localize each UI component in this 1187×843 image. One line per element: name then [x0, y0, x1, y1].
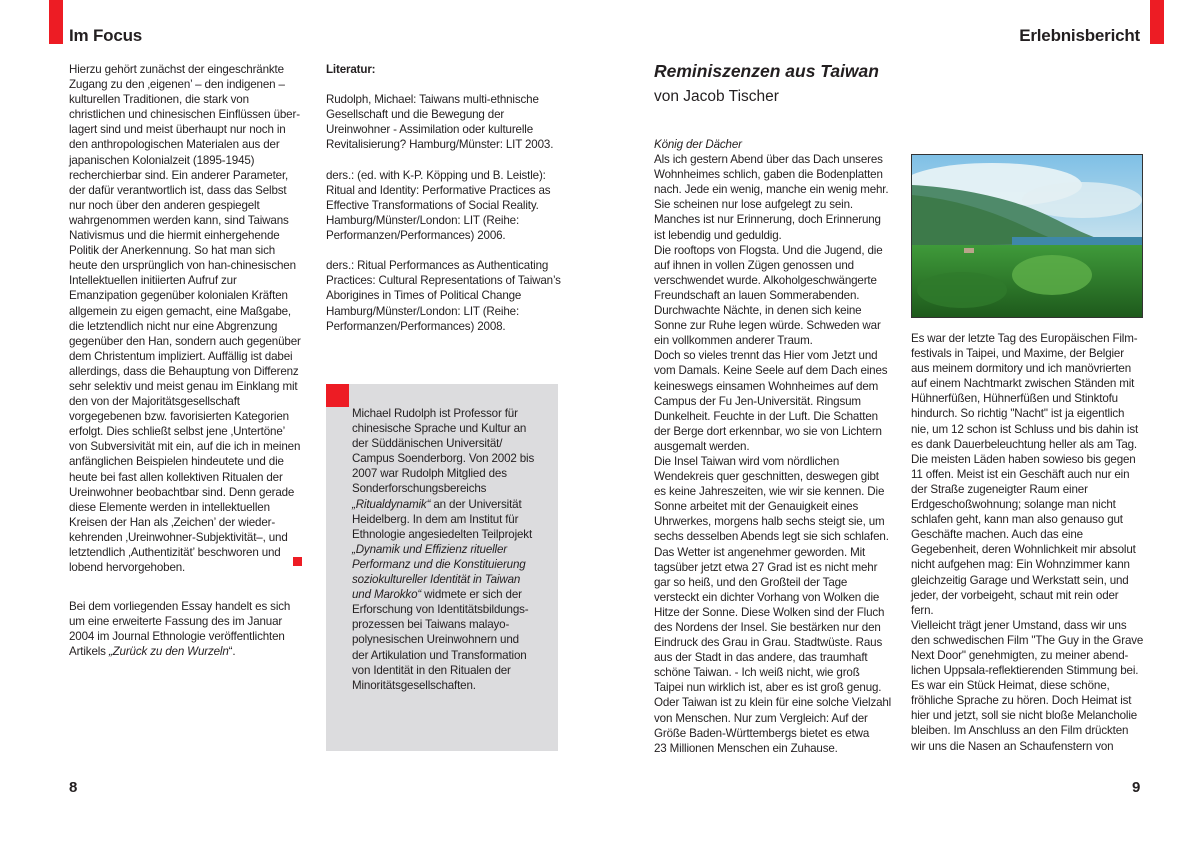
- bio-line: und Marokko“ widmete er sich der: [352, 588, 522, 602]
- literature-line: Hamburg/Münster/London: LIT (Reihe:: [326, 213, 520, 227]
- article-line: von Menschen. Nur zum Vergleich: Auf der: [654, 711, 868, 725]
- spacer: [326, 77, 566, 92]
- article-line: hier und jetzt, soll sie nicht bloße Melancholie: [911, 709, 1138, 723]
- essay-note: [69, 599, 309, 659]
- bio-line: Sonderforschungsbereichs: [352, 482, 487, 496]
- essay-line: kulturellen Traditionen, die stark von: [69, 93, 249, 107]
- article-line: Dunkelheit. Feuchte in der Luft. Die Schatten: [654, 409, 878, 423]
- article-line: den schwedischen Film "The Guy in the Grave: [911, 633, 1144, 647]
- article-line: Es war ein Stück Heimat, diese schöne,: [911, 679, 1110, 693]
- article-line: Freundschaft an lauen Sommerabenden.: [654, 288, 860, 302]
- photo-image: [912, 155, 1142, 317]
- essay-line: Zugang zu den ‚eigenen’ – den indigenen –: [69, 78, 285, 92]
- article-line: des Nordens der Insel. Sie bestärken nur den: [654, 621, 881, 634]
- literature-line: Ureinwohner - Assimilation oder kulturelle: [326, 123, 533, 137]
- article-line: Campus der Fu Jen-Universität. Ringsum: [654, 394, 861, 408]
- article-line: Taipei nun wirklich ist, aber es ist groß genug.: [654, 681, 882, 695]
- bio-line: der Süddänischen Universität/: [352, 437, 503, 451]
- article-line: versteckt ein dichter Vorhang von Wolken die: [654, 590, 880, 604]
- section-header: Erlebnisbericht: [1019, 26, 1140, 45]
- cited-article-title: „Zurück zu den Wurzeln: [108, 645, 229, 659]
- essay-line: diese Elemente werden in intellektuellen: [69, 500, 270, 514]
- note-line: um eine erweiterte Fassung des im Januar: [69, 615, 283, 629]
- article-line: schöne Taiwan. - Ich weiß nicht, wie groß: [654, 666, 860, 680]
- article-line: Vielleicht trägt jener Umstand, dass wir uns: [911, 618, 1127, 632]
- article-line: es keine Jahreszeiten, wie wir sie kennen. Die: [654, 485, 885, 499]
- literature-line: Performanzen/Performances) 2008.: [326, 319, 506, 333]
- literature-section: [326, 62, 566, 334]
- article-line: sechs desselben Abends legt sie sich schlafen.: [654, 530, 889, 544]
- essay-line: allgemein zu eigen gemacht, eine Maßgabe,: [69, 304, 292, 318]
- essay-line: Nativismus und die hiermit einhergehende: [69, 229, 280, 243]
- literature-line: ders.: (ed. with K-P. Köpping und B. Leistle):: [326, 168, 546, 182]
- article-column-2: [911, 331, 1151, 754]
- section-marker-bar: [1150, 0, 1164, 44]
- article-column-1: [654, 137, 894, 756]
- essay-line: gegenüber den Han, sondern auch gegenüber: [69, 334, 301, 348]
- essay-line: christlichen und chinesischen Einflüssen über-: [69, 108, 300, 122]
- article-line: Wohnheimes schlich, gaben die Bodenplatten: [654, 168, 883, 182]
- spacer: [326, 243, 566, 258]
- article-line: Eindruck des Grau in Grau. Stadtwüste. Raus: [654, 636, 883, 650]
- end-of-article-mark: [293, 557, 302, 566]
- literature-heading: Literatur:: [326, 63, 376, 76]
- article-line: Sonne arbeitet mit der Genauigkeit eines: [654, 500, 859, 514]
- article-line: Die rooftops von Flogsta. Und die Jugend, die: [654, 243, 883, 257]
- article-line: bleiben. Im Anschluss an den Film drückten: [911, 724, 1129, 738]
- article-line: gar so heiß, und den Großteil der Tage: [654, 575, 848, 589]
- bio-line: 2007 war Rudolph Mitglied des: [352, 467, 507, 481]
- bio-line: Campus Soenderborg. Von 2002 bis: [352, 452, 535, 466]
- article-subheading: König der Dächer: [654, 138, 742, 151]
- bio-line: von Identität in den Ritualen der: [352, 663, 511, 677]
- essay-line: die letztendlich nicht nur eine Abgrenzung: [69, 319, 278, 333]
- article-line: vom Damals. Keine Seele auf dem Dach eines: [654, 364, 888, 378]
- article-line: jeder, der vorbeigeht, schaut mit rein oder: [911, 588, 1119, 602]
- article-line: Gegebenheit, deren Wohnlichkeit mir absolut: [911, 543, 1136, 557]
- article-line: auf einem Nachtmarkt zwischen Ständen mit: [911, 377, 1135, 391]
- article-line: wir uns die Nasen an Schaufenstern von: [911, 739, 1114, 753]
- literature-line: Hamburg/Münster/London: LIT (Reihe:: [326, 304, 520, 318]
- essay-line: Kreisen der Han als ‚Zeichen’ der wieder-: [69, 515, 276, 529]
- article-line: Hitze der Sonne. Diese Wolken sind der Fluch: [654, 605, 885, 619]
- bio-line: „Dynamik und Effizienz ritueller: [352, 542, 507, 556]
- essay-line: anfänglichen Beispielen hindeutete und die: [69, 455, 284, 469]
- spacer: [326, 153, 566, 168]
- essay-line: vorgegebenen bzw. favorisierten Kategorien: [69, 410, 289, 424]
- literature-entry: [326, 168, 566, 243]
- essay-line: nur noch über den anderen gespiegelt: [69, 198, 260, 212]
- article-line: verschwendet wurde. Alkoholgeschwängerte: [654, 273, 877, 287]
- article-line: tagsüber jetzt etwa 27 Grad ist es nicht mehr: [654, 560, 878, 574]
- article-line: Sie scheinen nur lose aufgelegt zu sein.: [654, 198, 853, 212]
- article-line: fröhliche Sprache zu hören. Doch Heimat ist: [911, 694, 1132, 708]
- literature-line: ders.: Ritual Performances as Authenticating: [326, 259, 549, 273]
- left-page: [0, 0, 593, 843]
- article-title: Reminiszenzen aus Taiwan: [654, 61, 879, 81]
- note-line: 2004 im Journal Ethnologie veröffentlichten: [69, 630, 285, 644]
- essay-line: lobend hervorgehoben.: [69, 561, 186, 575]
- literature-line: Ritual and Identity: Performative Practices as: [326, 183, 551, 197]
- note-line: Artikels „Zurück zu den Wurzeln“.: [69, 645, 236, 659]
- article-line: Größe Baden-Württembergs bietet es etwa: [654, 726, 870, 740]
- note-line: Bei dem vorliegenden Essay handelt es sich: [69, 600, 291, 613]
- literature-line: Revitalisierung? Hamburg/Münster: LIT 2003.: [326, 138, 554, 152]
- article-line: Durchwachte Nächte, in denen sich keine: [654, 304, 862, 318]
- bio-line: chinesische Sprache und Kultur an: [352, 422, 527, 436]
- essay-line: heute bei fast allen kollektiven Ritualen der: [69, 470, 283, 484]
- essay-line: japanischen Kolonialzeit (1895-1945): [69, 153, 255, 167]
- article-byline: von Jacob Tischer: [654, 88, 779, 105]
- article-line: es dank Dauerbeleuchtung heller als am Tag.: [911, 437, 1138, 451]
- article-line: Wendekreis quer geschnitten, deswegen gibt: [654, 470, 879, 484]
- article-line: aus der Stadt in das andere, das traumhaft: [654, 651, 868, 665]
- page-number: 9: [1132, 779, 1141, 796]
- article-line: ist lebendig und geduldig.: [654, 228, 782, 242]
- bio-line: soziokultureller Identität in Taiwan: [352, 573, 521, 587]
- essay-line: Intellektuellen initiierten Aufruf zur: [69, 274, 237, 288]
- essay-line: letztendlich ‚Authentizität’ beschworen und: [69, 546, 281, 559]
- essay-body: [69, 62, 309, 575]
- section-marker-bar: [49, 0, 63, 44]
- essay-line: lagert sind und meist überhaupt nur noch in: [69, 123, 286, 137]
- article-line: nach. Jede ein wenig, manche ein wenig mehr.: [654, 183, 889, 197]
- article-line: Erdgeschoßwohnung; solange man nicht: [911, 498, 1116, 512]
- article-line: Manches ist nur Erinnerung, doch Erinnerung: [654, 213, 881, 227]
- article-line: Oder Taiwan ist zu klein für eine solche Vielzahl: [654, 696, 892, 710]
- landscape-photo: [911, 154, 1143, 318]
- essay-line: den anthropologischen Materialen aus der: [69, 138, 280, 152]
- essay-line: erfolgt. Dies schließt selbst jene ‚Untertöne’: [69, 425, 286, 439]
- bio-line: der Artikulation und Transformation: [352, 648, 527, 662]
- article-line: ein vollkommen anderer Traum.: [654, 334, 813, 348]
- article-line: der Berge dort erkennbar, wo sie von Lichtern: [654, 424, 882, 438]
- literature-entry: [326, 258, 566, 333]
- article-line: aus meinem dormitory und ich manövrierten: [911, 362, 1132, 376]
- article-line: nie, um 12 schon ist Schluss und bis dahin ist: [911, 422, 1139, 436]
- literature-line: Aborigines in Times of Political Change: [326, 289, 522, 303]
- essay-line: Politik der Anerkennung. So hat man sich: [69, 244, 276, 258]
- bio-line: Minoritätsgesellschaften.: [352, 678, 476, 692]
- article-line: fern.: [911, 603, 934, 617]
- article-line: festivals in Taipei, und Maxime, der Belgier: [911, 347, 1124, 361]
- essay-line: heute den ursprünglich von han-chinesischen: [69, 259, 296, 273]
- article-line: Als ich gestern Abend über das Dach unseres: [654, 153, 883, 167]
- article-line: ausgemalt werden.: [654, 439, 750, 453]
- article-line: Die Insel Taiwan wird vom nördlichen: [654, 454, 840, 468]
- article-line: Die meisten Läden haben sowieso bis gegen: [911, 452, 1136, 466]
- article-line: der Straße zugeneigter Raum einer: [911, 482, 1088, 496]
- bio-line: polynesischen Ureinwohnern und: [352, 633, 519, 647]
- essay-line: recherchierbar sind. Ein anderer Parameter,: [69, 168, 289, 182]
- article-line: Doch so vieles trennt das Hier vom Jetzt und: [654, 349, 878, 363]
- article-line: nicht aufgehen mag: Ein Wohnzimmer kann: [911, 558, 1130, 572]
- article-line: Hühnerfüßen, Hühnerfüßen und Stinktofu: [911, 392, 1118, 406]
- author-bio: [352, 406, 557, 693]
- bio-line: Heidelberg. In dem am Institut für: [352, 512, 519, 526]
- literature-line: Performanzen/Performances) 2006.: [326, 229, 506, 243]
- article-line: 11 offen. Meist ist ein Geschäft auch nur ein: [911, 467, 1130, 481]
- article-line: keineswegs einsamen Wohnheimes auf dem: [654, 379, 879, 393]
- literature-line: Rudolph, Michael: Taiwans multi-ethnische: [326, 93, 539, 107]
- article-line: Es war der letzte Tag des Europäischen Film-: [911, 332, 1138, 345]
- bio-line: Erforschung von Identitätsbildungs-: [352, 603, 529, 617]
- bio-box-marker: [326, 384, 349, 407]
- literature-entry: [326, 92, 566, 152]
- article-line: gleichzeitig Garage und Werkstatt sein, und: [911, 573, 1129, 587]
- essay-line: Ureinwohner beobachtbar sind. Denn gerade: [69, 485, 295, 499]
- literature-line: Practices: Cultural Representations of Taiwan’s: [326, 274, 561, 288]
- essay-line: wahrgenommen werden kann, sind Taiwans: [69, 213, 289, 227]
- bio-line: prozessen bei Taiwans malayo-: [352, 618, 510, 632]
- article-line: lichen Uppsala-reflektierenden Stimmung bei.: [911, 664, 1139, 678]
- article-line: 23 Millionen Menschen ein Zuhause.: [654, 741, 838, 755]
- essay-line: dem Christentum impliziert. Auffällig ist dabei: [69, 349, 293, 363]
- essay-line: allerdings, dass die Behauptung von Differenz: [69, 364, 299, 378]
- literature-line: Effective Transformations of Social Reality.: [326, 198, 539, 212]
- essay-line: Hierzu gehört zunächst der eingeschränkte: [69, 63, 284, 76]
- bio-line: Ethnologie angesiedelten Teilprojekt: [352, 527, 533, 541]
- essay-line: sehr selektiv und meist genau im Einklang mit: [69, 379, 298, 393]
- bio-line: „Ritualdynamik“ an der Universität: [352, 497, 522, 511]
- essay-line: der dafür verantwortlich ist, dass das Selbst: [69, 183, 287, 197]
- essay-line: den von der Majoritätsgesellschaft: [69, 395, 240, 409]
- article-line: Uhrwerkes, morgens halb sechs steigt sie, um: [654, 515, 885, 529]
- literature-line: Gesellschaft und die Bewegung der: [326, 108, 505, 122]
- article-line: hindurch. So richtig "Nacht" ist ja eigentlich: [911, 407, 1125, 421]
- article-line: Sonne zur Ruhe legen würde. Schweden war: [654, 319, 881, 333]
- section-header: Im Focus: [69, 26, 143, 45]
- page-number: 8: [69, 779, 78, 796]
- article-line: Das Wetter ist angenehmer geworden. Mit: [654, 545, 866, 559]
- essay-line: kehrenden ‚Ureinwohner-Subjektivität–, und: [69, 530, 288, 544]
- article-line: Geschäfte machen. Auch das eine: [911, 528, 1083, 542]
- article-line: auf ihnen in vollen Zügen genossen und: [654, 258, 854, 272]
- bio-line: Michael Rudolph ist Professor für: [352, 407, 518, 420]
- essay-line: Emanzipation gegenüber kolonialen Kräften: [69, 289, 288, 303]
- essay-line: von Subversivität mit ein, auf die ich in meinen: [69, 440, 301, 454]
- article-line: Next Door" genehmigten, zu meiner abend-: [911, 648, 1129, 662]
- article-line: schlafen geht, kann man also genauso gut: [911, 513, 1123, 527]
- bio-line: Performanz und die Konstituierung: [352, 557, 526, 571]
